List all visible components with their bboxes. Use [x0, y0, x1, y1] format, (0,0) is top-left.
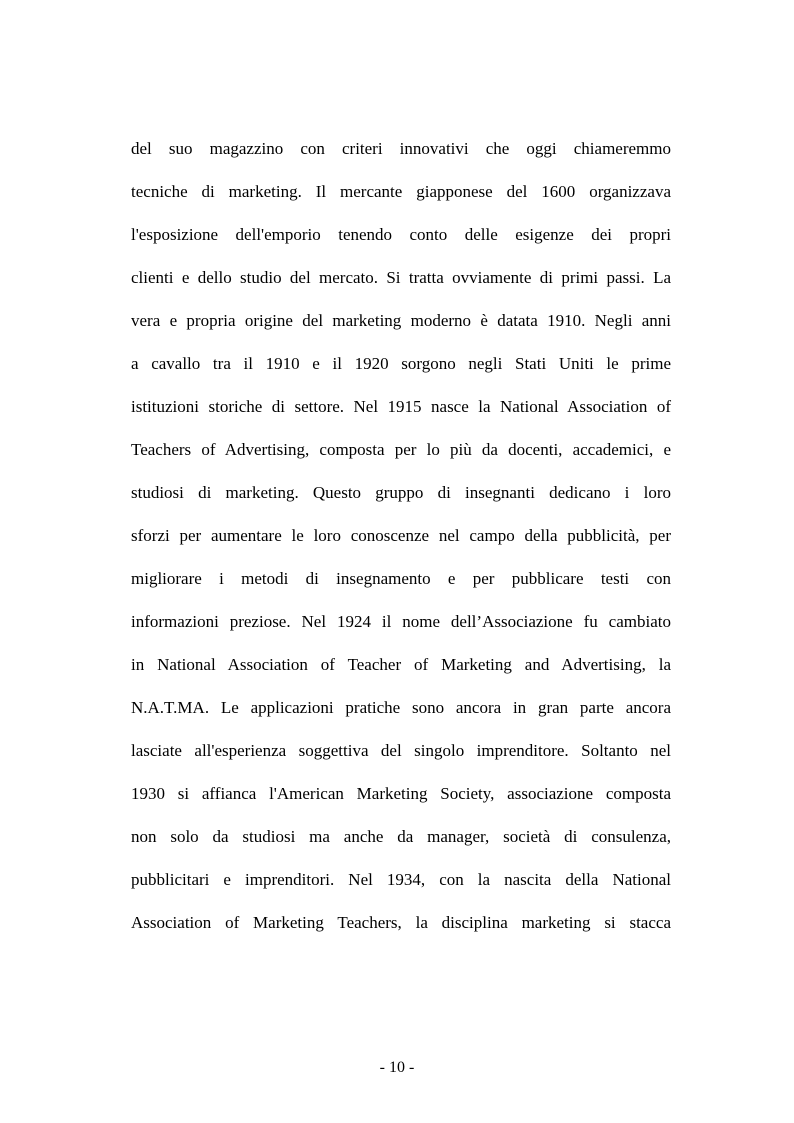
- text-line: Association of Marketing Teachers, la disciplina marketing si stacca: [131, 913, 671, 932]
- text-line: Teachers of Advertising, composta per lo più da docenti, accademici, e: [131, 440, 671, 459]
- page-number: - 10 -: [379, 1059, 415, 1076]
- text-line: in National Association of Teacher of Marketing and Advertising, la: [131, 655, 671, 674]
- text-line: studiosi di marketing. Questo gruppo di insegnanti dedicano i loro: [131, 483, 671, 502]
- text-line: lasciate all'esperienza soggettiva del singolo imprenditore. Soltanto nel: [131, 741, 671, 760]
- text-line: istituzioni storiche di settore. Nel 1915 nasce la National Association of: [131, 397, 671, 416]
- text-line: non solo da studiosi ma anche da manager, società di consulenza,: [131, 827, 671, 846]
- text-line: del suo magazzino con criteri innovativi che oggi chiameremmo: [131, 139, 671, 158]
- text-line: tecniche di marketing. Il mercante giapponese del 1600 organizzava: [131, 182, 671, 201]
- text-line: l'esposizione dell'emporio tenendo conto delle esigenze dei propri: [131, 225, 671, 244]
- text-line: vera e propria origine del marketing moderno è datata 1910. Negli anni: [131, 311, 671, 330]
- text-line: pubblicitari e imprenditori. Nel 1934, con la nascita della National: [131, 870, 671, 889]
- text-line: clienti e dello studio del mercato. Si tratta ovviamente di primi passi. La: [131, 268, 671, 287]
- text-line: informazioni preziose. Nel 1924 il nome dell’Associazione fu cambiato: [131, 612, 671, 631]
- text-line: 1930 si affianca l'American Marketing Society, associazione composta: [131, 784, 671, 803]
- text-line: sforzi per aumentare le loro conoscenze nel campo della pubblicità, per: [131, 526, 671, 545]
- text-line: N.A.T.MA. Le applicazioni pratiche sono ancora in gran parte ancora: [131, 698, 671, 717]
- text-line: migliorare i metodi di insegnamento e per pubblicare testi con: [131, 569, 671, 588]
- text-line: a cavallo tra il 1910 e il 1920 sorgono negli Stati Uniti le prime: [131, 354, 671, 373]
